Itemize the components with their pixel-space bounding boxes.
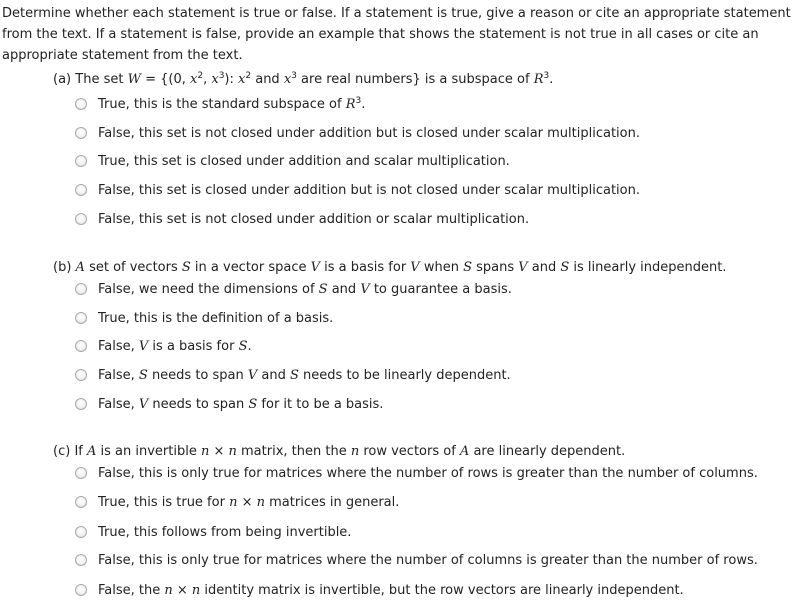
option-label: False, V is a basis for S. xyxy=(98,338,252,354)
radio-button[interactable] xyxy=(75,283,87,295)
question-c-text: If A is an invertible n × n matrix, then the n row vectors of A are linearly dependent. xyxy=(74,444,626,459)
radio-button[interactable] xyxy=(75,213,87,225)
question-c-option-4[interactable] xyxy=(75,551,758,569)
radio-button[interactable] xyxy=(75,98,87,110)
question-c-option-2[interactable] xyxy=(75,493,399,511)
question-a-option-4[interactable] xyxy=(75,181,640,199)
option-label: False, this set is not closed under addition or scalar multiplication. xyxy=(98,211,530,227)
option-label: False, S needs to span V and S needs to be linearly dependent. xyxy=(98,367,511,383)
option-label: False, this set is closed under addition but is not closed under scalar multiplication. xyxy=(98,182,640,198)
question-b xyxy=(53,259,798,412)
option-label: False, this set is not closed under addition but is closed under scalar multiplication. xyxy=(98,125,640,141)
question-a-label: (a) xyxy=(53,72,72,87)
option-label: True, this set is closed under addition and scalar multiplication. xyxy=(98,153,510,169)
option-label: False, the n × n identity matrix is invertible, but the row vectors are linearly independent. xyxy=(98,582,684,598)
question-b-stem xyxy=(53,259,798,277)
question-c-option-3[interactable] xyxy=(75,523,351,541)
question-b-label: (b) xyxy=(53,260,72,275)
question-c-stem xyxy=(53,443,798,461)
radio-button[interactable] xyxy=(75,184,87,196)
instructions-text: Determine whether each statement is true or false. If a statement is true, give a reason or cite an appropriate statement from the text. If a statement is false, provide an example that shows the statement is not true in all cases or cite an appropriate statement from the text. xyxy=(2,6,791,63)
radio-button[interactable] xyxy=(75,467,87,479)
radio-button[interactable] xyxy=(75,155,87,167)
radio-button[interactable] xyxy=(75,127,87,139)
option-label: True, this is the standard subspace of $R^3$. xyxy=(98,95,366,112)
question-b-option-2[interactable] xyxy=(75,309,333,327)
question-a-option-5[interactable] xyxy=(75,210,529,228)
option-label: False, this is only true for matrices where the number of columns is greater than the number of rows. xyxy=(98,552,758,568)
question-b-option-3[interactable] xyxy=(75,337,252,355)
question-c-option-5[interactable] xyxy=(75,581,684,599)
question-c xyxy=(53,443,798,598)
question-c-label: (c) xyxy=(53,444,71,459)
option-label: False, we need the dimensions of S and V to guarantee a basis. xyxy=(98,281,512,297)
radio-button[interactable] xyxy=(75,526,87,538)
radio-button[interactable] xyxy=(75,312,87,324)
question-a-option-2[interactable] xyxy=(75,124,640,142)
radio-button[interactable] xyxy=(75,584,87,596)
question-a-stem xyxy=(53,71,798,89)
question-a-option-3[interactable] xyxy=(75,152,510,170)
radio-button[interactable] xyxy=(75,398,87,410)
radio-button[interactable] xyxy=(75,496,87,508)
option-label: True, this follows from being invertible. xyxy=(98,524,352,540)
question-c-option-1[interactable] xyxy=(75,464,758,482)
question-a-text: The set W = {(0, $x^2$, $x^3$): $x^2$ and $x^3$ are real numbers} is a subspace of $R^3$. xyxy=(75,71,554,87)
option-label: True, this is the definition of a basis. xyxy=(98,310,334,326)
radio-button[interactable] xyxy=(75,369,87,381)
question-a-option-1[interactable] xyxy=(75,95,365,113)
radio-button[interactable] xyxy=(75,340,87,352)
question-b-option-4[interactable] xyxy=(75,366,511,384)
option-label: True, this is true for n × n matrices in general. xyxy=(98,494,400,510)
question-b-option-1[interactable] xyxy=(75,280,512,298)
question-b-option-5[interactable] xyxy=(75,395,383,413)
option-label: False, this is only true for matrices where the number of rows is greater than the number of columns. xyxy=(98,465,758,481)
option-label: False, V needs to span S for it to be a basis. xyxy=(98,396,384,412)
question-a xyxy=(53,71,798,227)
question-b-text: A set of vectors S in a vector space V is a basis for V when S spans V and S is linearly independent. xyxy=(75,260,727,275)
radio-button[interactable] xyxy=(75,554,87,566)
